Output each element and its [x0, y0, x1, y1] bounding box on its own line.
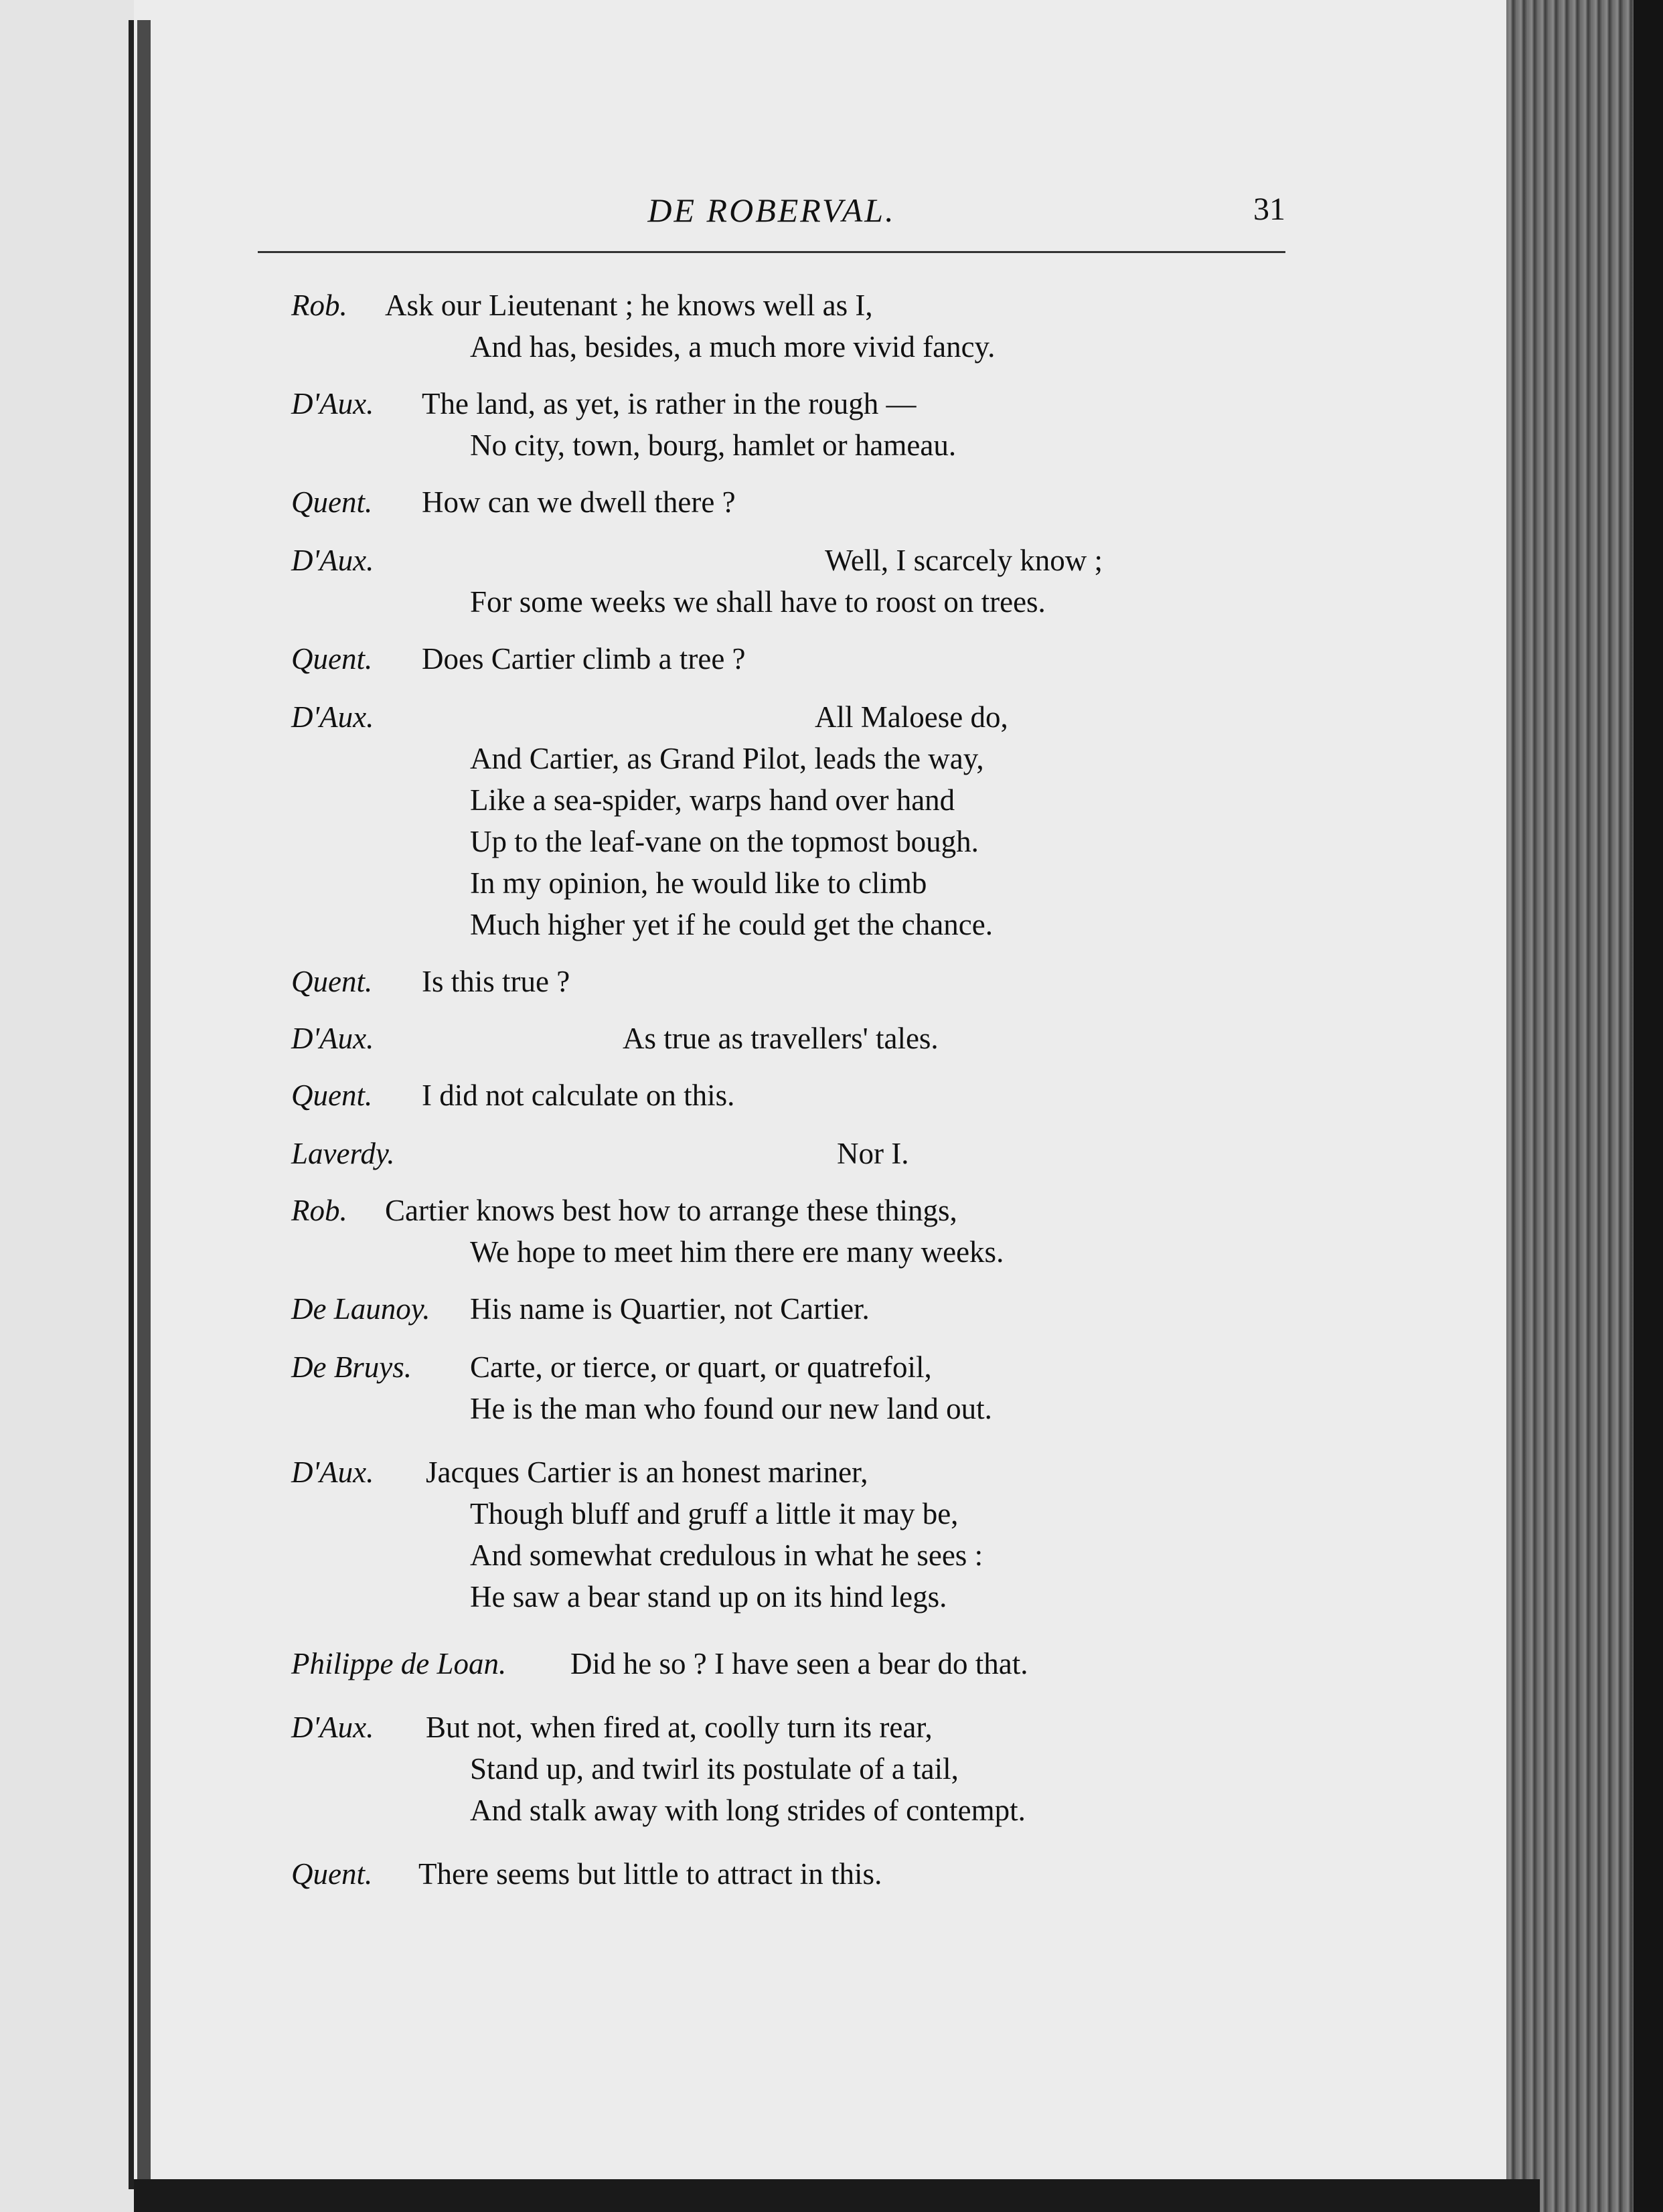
previous-page-edge	[0, 0, 134, 2212]
header-rule	[258, 251, 1285, 253]
verse-line: Ask our Lieutenant ; he knows well as I,	[385, 289, 873, 322]
verse-line: We hope to meet him there ere many weeks.	[470, 1235, 1004, 1269]
verse-line: As true as travellers' tales.	[623, 1022, 939, 1055]
verse-line: He is the man who found our new land out.	[470, 1392, 992, 1425]
verse-line: His name is Quartier, not Cartier.	[470, 1292, 870, 1326]
verse-line: For some weeks we shall have to roost on trees.	[470, 585, 1046, 619]
verse-line: Does Cartier climb a tree ?	[422, 642, 746, 676]
gutter-shadow	[137, 20, 151, 2183]
verse-line: And stalk away with long strides of contempt.	[470, 1794, 1026, 1827]
running-header	[258, 191, 1285, 231]
speaker-label: D'Aux.	[291, 700, 374, 734]
speaker-label: Quent.	[291, 1079, 373, 1112]
verse-line: Though bluff and gruff a little it may be,	[470, 1497, 959, 1530]
verse-line: He saw a bear stand up on its hind legs.	[470, 1580, 947, 1613]
verse-line: Nor I.	[837, 1137, 909, 1170]
page-bottom-edge	[134, 2179, 1540, 2212]
page-number: 31	[1253, 191, 1285, 227]
verse-line: Did he so ? I have seen a bear do that.	[570, 1647, 1028, 1680]
verse-line: In my opinion, he would like to climb	[470, 866, 927, 900]
verse-line: Stand up, and twirl its postulate of a tail,	[470, 1752, 959, 1786]
verse-line: Up to the leaf-vane on the topmost bough.	[470, 825, 979, 858]
speaker-label: De Launoy.	[291, 1292, 430, 1326]
speaker-label: Quent.	[291, 642, 373, 676]
verse-line: Carte, or tierce, or quart, or quatrefoil,	[470, 1350, 932, 1384]
verse-line: And somewhat credulous in what he sees :	[470, 1538, 983, 1572]
verse-line: All Maloese do,	[815, 700, 1008, 734]
speaker-label: Rob.	[291, 289, 347, 322]
speaker-label: D'Aux.	[291, 387, 374, 420]
speaker-label: D'Aux.	[291, 544, 374, 577]
verse-line: Like a sea-spider, warps hand over hand	[470, 783, 955, 817]
speaker-label: Quent.	[291, 1857, 373, 1891]
book-cover-edge	[1634, 0, 1663, 2212]
speaker-label: Rob.	[291, 1194, 347, 1227]
speaker-label: D'Aux.	[291, 1022, 374, 1055]
speaker-label: Laverdy.	[291, 1137, 395, 1170]
verse-line: And has, besides, a much more vivid fancy.	[470, 330, 996, 364]
verse-line: Cartier knows best how to arrange these things,	[385, 1194, 957, 1227]
verse-line: The land, as yet, is rather in the rough —	[422, 387, 917, 420]
speaker-label: D'Aux.	[291, 1711, 374, 1744]
verse-line: Much higher yet if he could get the chance.	[470, 908, 993, 941]
verse-line: Is this true ?	[422, 965, 570, 998]
verse-line: There seems but little to attract in this.	[418, 1857, 882, 1891]
speaker-label: Quent.	[291, 485, 373, 519]
verse-line: Well, I scarcely know ;	[825, 544, 1103, 577]
speaker-label: D'Aux.	[291, 1455, 374, 1489]
speaker-label: Quent.	[291, 965, 373, 998]
verse-line: I did not calculate on this.	[422, 1079, 735, 1112]
speaker-label: Philippe de Loan.	[291, 1647, 507, 1680]
verse-line: Jacques Cartier is an honest mariner,	[426, 1455, 868, 1489]
speaker-label: De Bruys.	[291, 1350, 412, 1384]
verse-line: No city, town, bourg, hamlet or hameau.	[470, 428, 957, 462]
running-title: DE ROBERVAL.	[647, 191, 896, 229]
verse-line: And Cartier, as Grand Pilot, leads the way,	[470, 742, 984, 775]
verse-line: How can we dwell there ?	[422, 485, 736, 519]
verse-line: But not, when fired at, coolly turn its rear,	[426, 1711, 933, 1744]
